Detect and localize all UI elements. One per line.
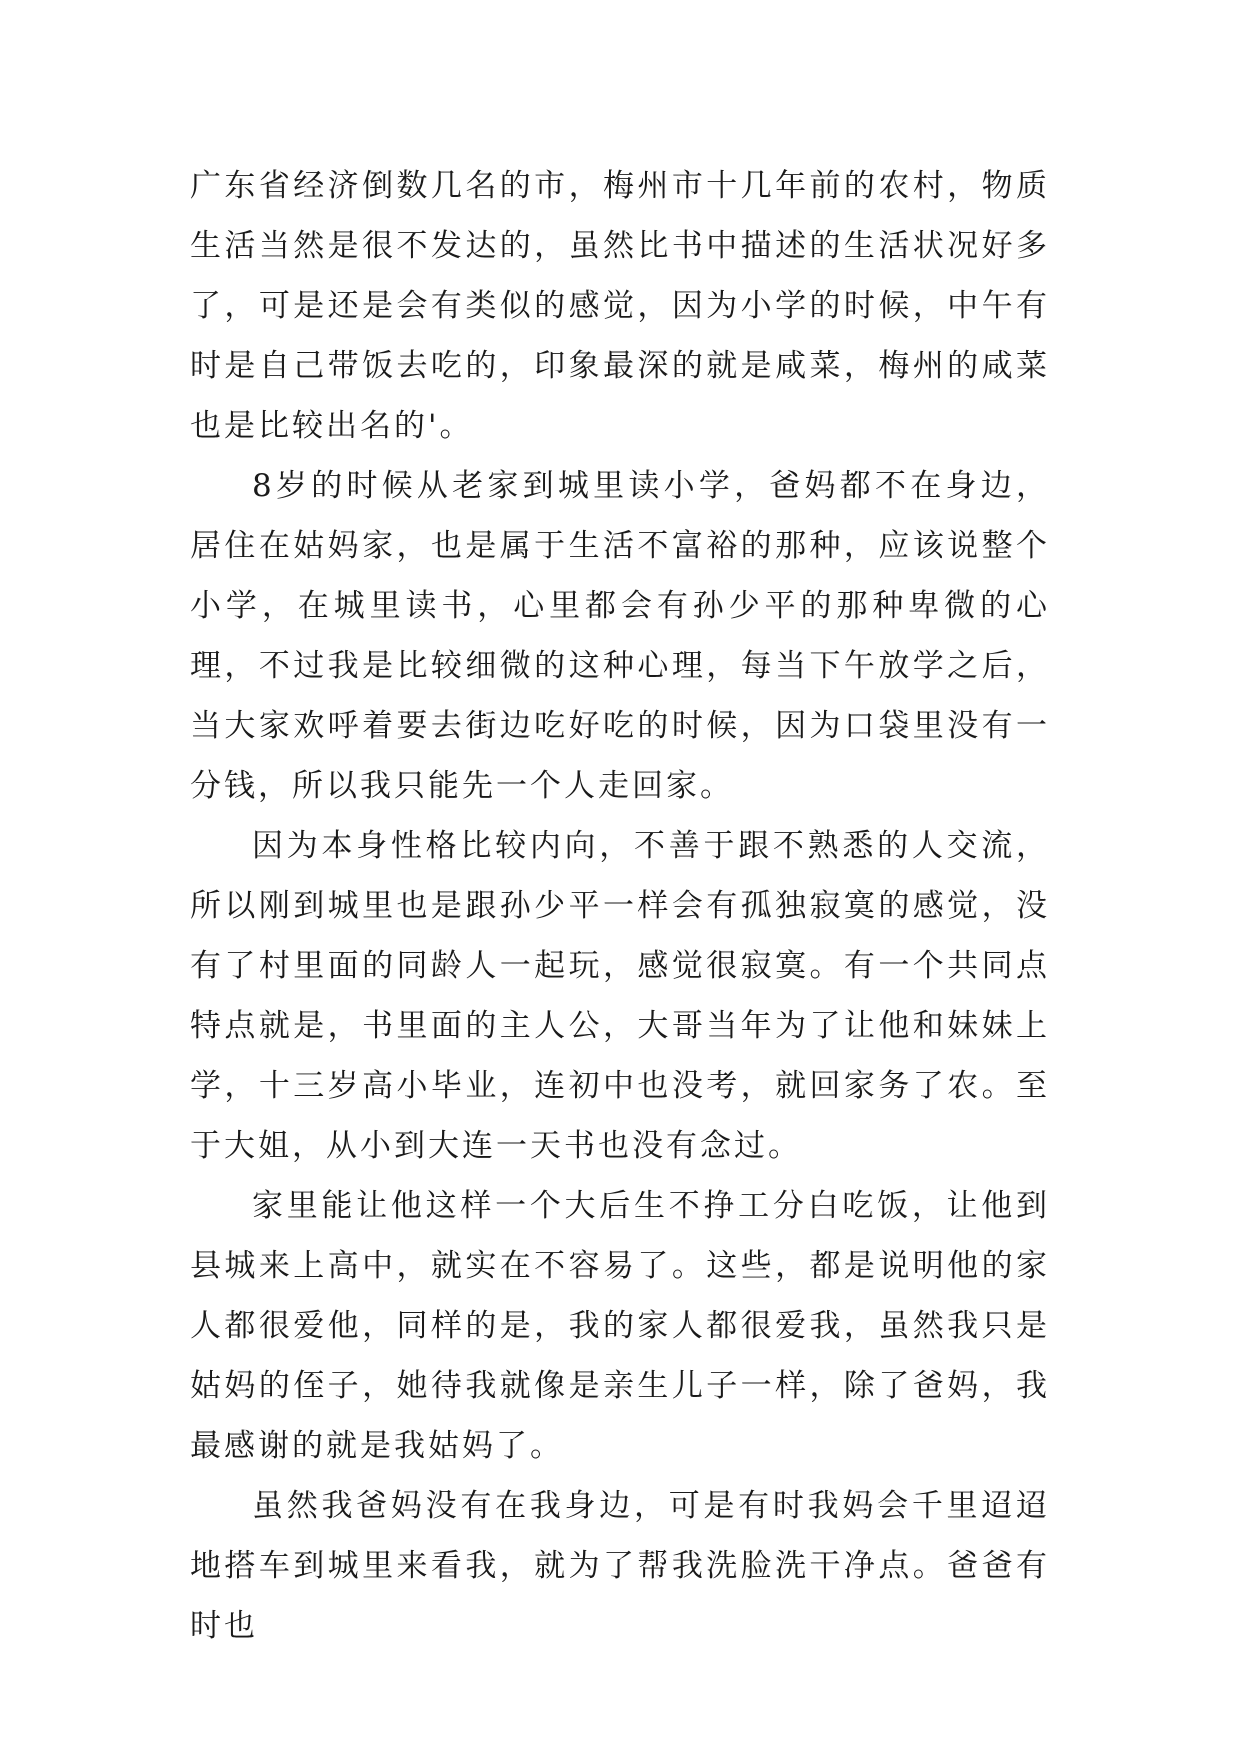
- paragraph-1: 广东省经济倒数几名的市，梅州市十几年前的农村，物质生活当然是很不发达的，虽然比书中描述的生活状况好多了，可是还是会有类似的感觉，因为小学的时候，中午有时是自己带饭去吃的，印象最深的就是咸菜，梅州的咸菜也是比较出名的'。: [190, 168, 1050, 444]
- paragraph-3: 因为本身性格比较内向，不善于跟不熟悉的人交流，所以刚到城里也是跟孙少平一样会有孤独寂寞的感觉，没有了村里面的同龄人一起玩，感觉很寂寞。有一个共同点特点就是，书里面的主人公，大哥当年为了让他和妹妹上学，十三岁高小毕业，连初中也没考，就回家务了农。至于大姐，从小到大连一天书也没有念过。: [190, 828, 1050, 1164]
- paragraph-2: 8岁的时候从老家到城里读小学，爸妈都不在身边，居住在姑妈家，也是属于生活不富裕的那种，应该说整个小学，在城里读书，心里都会有孙少平的那种卑微的心理，不过我是比较细微的这种心理，每当下午放学之后，当大家欢呼着要去街边吃好吃的时候，因为口袋里没有一分钱，所以我只能先一个人走回家。: [190, 468, 1050, 804]
- paragraph-4: 家里能让他这样一个大后生不挣工分白吃饭，让他到县城来上高中，就实在不容易了。这些，都是说明他的家人都很爱他，同样的是，我的家人都很爱我，虽然我只是姑妈的侄子，她待我就像是亲生儿子一样，除了爸妈，我最感谢的就是我姑妈了。: [190, 1188, 1050, 1464]
- document-body: [190, 156, 1050, 1656]
- paragraph-5: 虽然我爸妈没有在我身边，可是有时我妈会千里迢迢地搭车到城里来看我，就为了帮我洗脸洗干净点。爸爸有时也: [190, 1488, 1050, 1644]
